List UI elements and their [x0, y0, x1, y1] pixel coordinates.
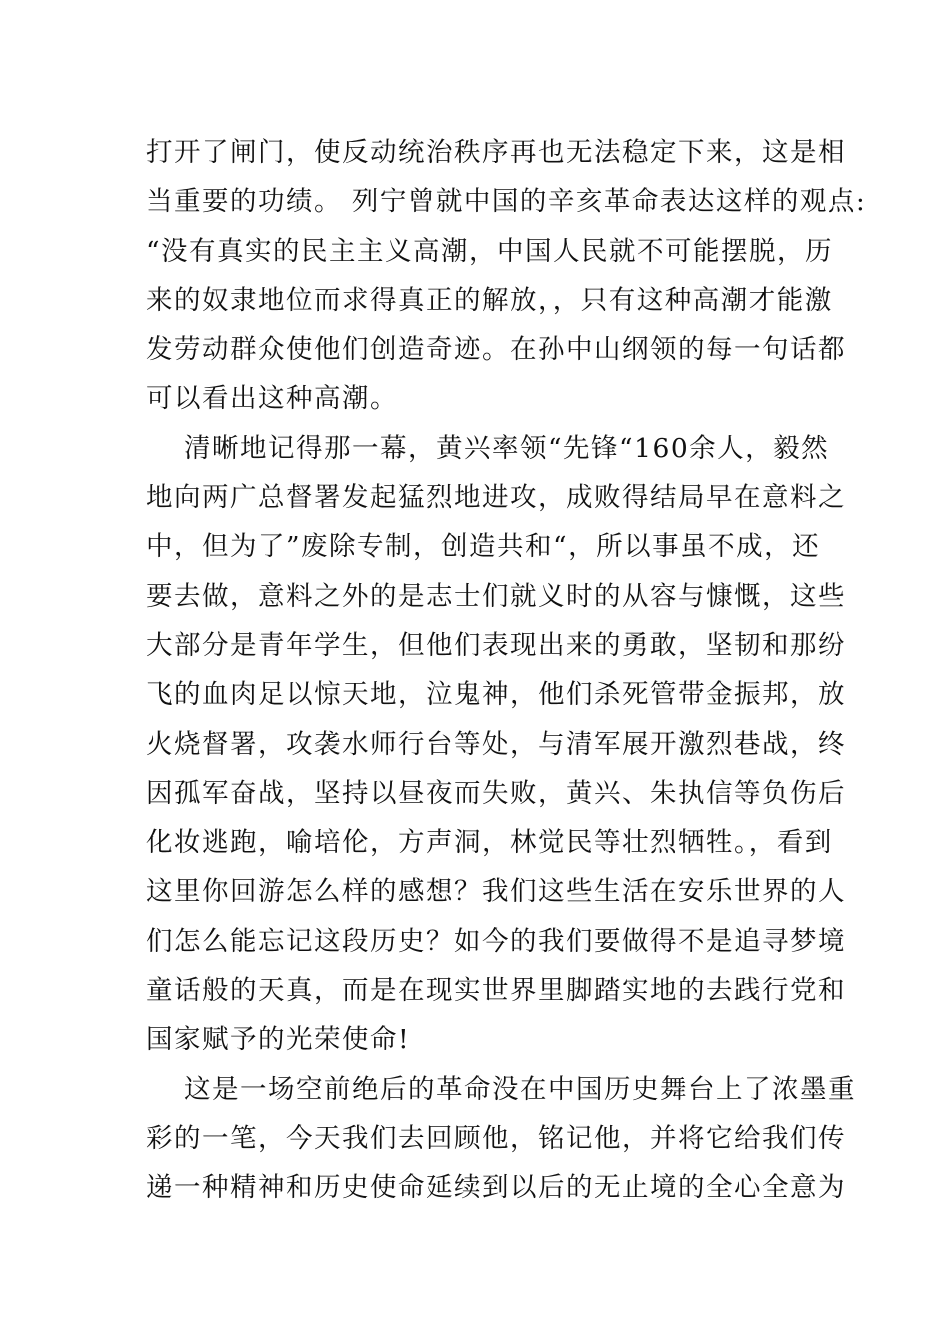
- text-line: 打开了闸门，使反动统治秩序再也无法稳定下来，这是相: [146, 137, 846, 168]
- text-line: 地向两广总督署发起猛烈地进攻，成败得结局早在意料之: [146, 482, 846, 514]
- text-line: 国家赋予的光荣使命!: [146, 1024, 411, 1056]
- text-line: 发劳动群众使他们创造奇迹。在孙中山纲领的每一句话都: [146, 334, 846, 366]
- text-line: 飞的血肉足以惊天地，泣鬼神，他们杀死管带金振邦，放: [146, 679, 846, 711]
- text-line: 可以看出这种高潮。: [146, 383, 398, 415]
- text-line: “没有真实的民主主义高潮，中国人民就不可能摆脱，历: [146, 235, 834, 267]
- text-line: 大部分是青年学生，但他们表现出来的勇敢，坚韧和那纷: [146, 629, 846, 661]
- text-line: 童话般的天真，而是在现实世界里脚踏实地的去践行党和: [146, 975, 846, 1007]
- text-line: 中，但为了”废除专制，创造共和“，所以事虽不成，还: [146, 531, 821, 563]
- text-line: 递一种精神和历史使命延续到以后的无止境的全心全意为: [146, 1172, 846, 1204]
- paragraph-start-line: 这是一场空前绝后的革命没在中国历史舞台上了浓墨重: [184, 1073, 856, 1105]
- text-line: 要去做，意料之外的是志士们就义时的从容与慷慨，这些: [146, 580, 846, 612]
- paragraph-start-line: 清晰地记得那一幕，黄兴率领“先锋“160余人，毅然: [184, 432, 830, 464]
- text-line: 因孤军奋战，坚持以昼夜而失败，黄兴、朱执信等负伤后: [146, 777, 846, 809]
- text-line: 这里你回游怎么样的感想？我们这些生活在安乐世界的人: [146, 876, 846, 908]
- text-line: 化妆逃跑，喻培伦，方声洞，林觉民等壮烈牺牲。，看到: [146, 827, 833, 859]
- text-line: 们怎么能忘记这段历史？如今的我们要做得不是追寻梦境: [146, 925, 846, 957]
- text-line: 火烧督署，攻袭水师行台等处，与清军展开激烈巷战，终: [146, 728, 846, 760]
- text-line: 彩的一笔，今天我们去回顾他，铭记他，并将它给我们传: [146, 1122, 846, 1154]
- text-line: 来的奴隶地位而求得真正的解放，，只有这种高潮才能激: [146, 284, 833, 316]
- text-line: 当重要的功绩。 列宁曾就中国的辛亥革命表达这样的观点:: [146, 186, 867, 218]
- document-body: [146, 128, 867, 1213]
